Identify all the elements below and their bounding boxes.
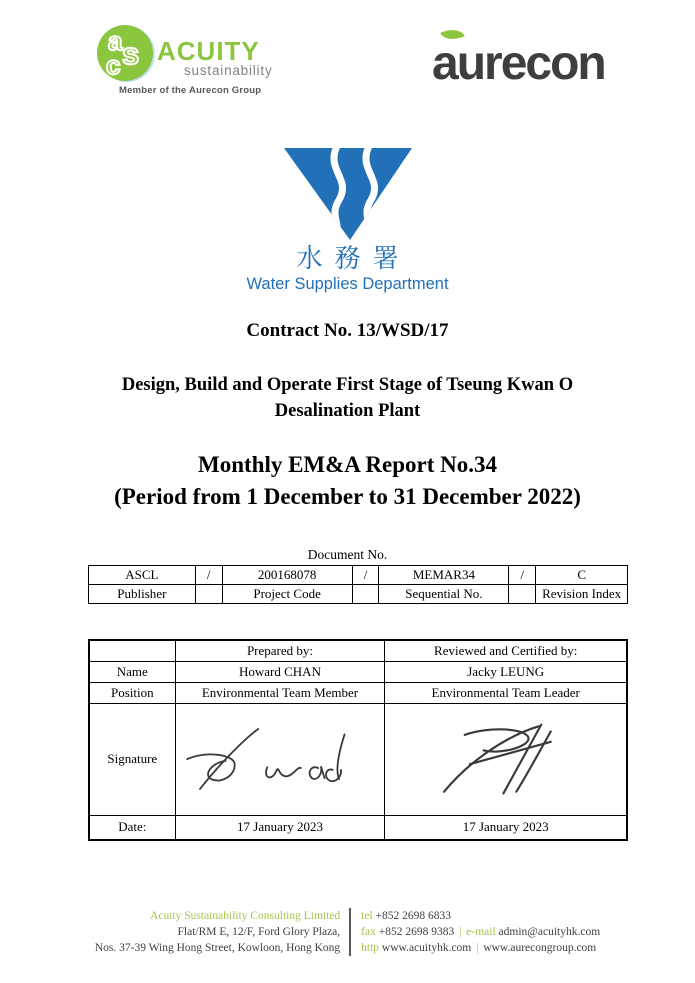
doc-blank-cell bbox=[352, 585, 379, 604]
date-row bbox=[89, 815, 627, 840]
footer-contact-block bbox=[0, 908, 695, 956]
tel-number: +852 2698 6833 bbox=[375, 910, 452, 922]
footer-address-column bbox=[95, 908, 351, 956]
aurecon-logo bbox=[432, 28, 642, 92]
wsd-emblem-icon bbox=[282, 148, 414, 240]
contract-number-title: Contract No. 13/WSD/17 bbox=[246, 320, 449, 341]
doc-slash: / bbox=[509, 566, 536, 585]
doc-slash: / bbox=[195, 566, 222, 585]
reviewed-name: Jacky LEUNG bbox=[385, 661, 627, 682]
document-number-table bbox=[88, 565, 628, 604]
monogram-letter-c: c bbox=[106, 50, 121, 80]
project-title-line1: Design, Build and Operate First Stage of Tseung Kwan O bbox=[121, 375, 574, 395]
reviewed-date: 17 January 2023 bbox=[385, 815, 627, 840]
footer-tel-line bbox=[361, 908, 600, 924]
doc-revision-label: Revision Index bbox=[536, 585, 628, 604]
website-acuity: www.acuityhk.com bbox=[381, 942, 472, 954]
doc-sequential-label: Sequential No. bbox=[379, 585, 509, 604]
doc-project-code-value: 200168078 bbox=[222, 566, 352, 585]
separator: | bbox=[459, 926, 462, 938]
wsd-english-name: Water Supplies Department bbox=[246, 274, 449, 293]
footer-fax-email-line bbox=[361, 924, 600, 940]
project-title bbox=[0, 372, 695, 424]
acuity-wordmark: ACUITY bbox=[157, 36, 260, 66]
report-period: (Period from 1 December to 31 December 2022) bbox=[114, 484, 581, 509]
footer-company-name: Acuity Sustainability Consulting Limited bbox=[150, 910, 341, 922]
signature-howard-icon bbox=[180, 718, 380, 800]
acuity-monogram-icon bbox=[97, 25, 153, 81]
doc-publisher-label: Publisher bbox=[89, 585, 196, 604]
document-labels-row bbox=[89, 585, 628, 604]
name-row bbox=[89, 661, 627, 682]
prepared-position: Environmental Team Member bbox=[175, 682, 385, 703]
date-label: Date: bbox=[89, 815, 175, 840]
prepared-date: 17 January 2023 bbox=[175, 815, 385, 840]
signature-jacky-icon bbox=[411, 716, 601, 802]
email-address: admin@acuityhk.com bbox=[498, 926, 601, 938]
doc-project-code-label: Project Code bbox=[222, 585, 352, 604]
prepared-name: Howard CHAN bbox=[175, 661, 385, 682]
name-label: Name bbox=[89, 661, 175, 682]
doc-sequential-value: MEMAR34 bbox=[379, 566, 509, 585]
prepared-by-header: Prepared by: bbox=[175, 640, 385, 661]
http-label: http bbox=[361, 942, 380, 954]
acuity-logo bbox=[95, 22, 275, 100]
doc-blank-cell bbox=[195, 585, 222, 604]
footer-address-line2: Nos. 37-39 Wing Hong Street, Kowloon, Hong Kong bbox=[94, 942, 341, 954]
fax-number: +852 2698 9383 bbox=[378, 926, 455, 938]
signoff-header-row bbox=[89, 640, 627, 661]
footer-contact-column bbox=[351, 908, 600, 956]
wsd-logo bbox=[0, 148, 695, 294]
signature-label: Signature bbox=[89, 703, 175, 815]
doc-slash: / bbox=[352, 566, 379, 585]
separator: | bbox=[476, 942, 479, 954]
fax-label: fax bbox=[361, 926, 376, 938]
project-title-line2: Desalination Plant bbox=[274, 401, 421, 421]
doc-publisher-value: ASCL bbox=[89, 566, 196, 585]
document-number-caption: Document No. bbox=[307, 547, 388, 562]
monogram-letter-a: a bbox=[108, 26, 123, 56]
doc-revision-value: C bbox=[536, 566, 628, 585]
footer-web-line bbox=[361, 940, 600, 956]
prepared-signature-cell bbox=[175, 703, 385, 815]
position-row bbox=[89, 682, 627, 703]
signoff-table bbox=[88, 639, 628, 841]
monogram-letter-s: s bbox=[122, 36, 140, 71]
signature-row bbox=[89, 703, 627, 815]
reviewed-by-header: Reviewed and Certified by: bbox=[385, 640, 627, 661]
reviewed-position: Environmental Team Leader bbox=[385, 682, 627, 703]
acuity-member-line: Member of the Aurecon Group bbox=[119, 85, 262, 96]
document-values-row bbox=[89, 566, 628, 585]
footer-address-line1: Flat/RM E, 12/F, Ford Glory Plaza, bbox=[177, 926, 341, 938]
tel-label: tel bbox=[361, 910, 373, 922]
report-title: Monthly EM&A Report No.34 bbox=[198, 452, 497, 477]
reviewed-signature-cell bbox=[385, 703, 627, 815]
wsd-chinese-name: 水務署 bbox=[296, 243, 411, 273]
aurecon-wordmark: aurecon bbox=[432, 37, 605, 90]
acuity-tagline: sustainability bbox=[184, 63, 273, 78]
doc-blank-cell bbox=[509, 585, 536, 604]
website-aurecon: www.aurecongroup.com bbox=[483, 942, 597, 954]
signoff-blank-cell bbox=[89, 640, 175, 661]
email-label: e-mail bbox=[466, 926, 496, 938]
position-label: Position bbox=[89, 682, 175, 703]
